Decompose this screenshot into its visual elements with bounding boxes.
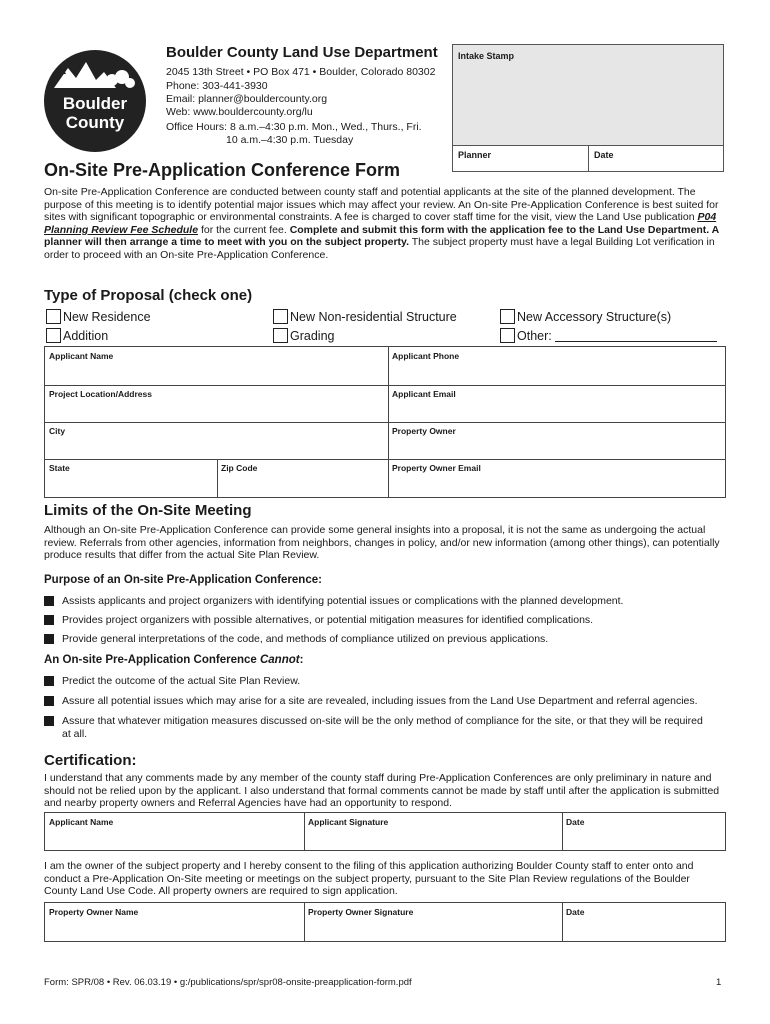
checkbox-new-accessory[interactable]: New Accessory Structure(s) xyxy=(500,309,671,324)
page-number: 1 xyxy=(716,977,722,988)
zip-code-field[interactable]: Zip Code xyxy=(221,463,258,473)
phone: Phone: 303-441-3930 xyxy=(166,80,268,92)
owner-name-field[interactable]: Property Owner Name xyxy=(49,907,139,917)
department-title: Boulder County Land Use Department xyxy=(166,44,438,61)
applicant-signature-grid xyxy=(44,812,726,851)
office-hours: Office Hours: 8 a.m.–4:30 p.m. Mon., Wed., Thurs., Fri. xyxy=(166,121,422,133)
applicant-info-grid xyxy=(44,346,726,498)
purpose-item: Provide general interpretations of the code, and methods of compliance utilized on previous applications. xyxy=(44,633,726,646)
property-owner-email-field[interactable]: Property Owner Email xyxy=(392,463,481,473)
intake-stamp-label: Intake Stamp xyxy=(458,51,515,61)
applicant-signature-field[interactable]: Applicant Signature xyxy=(308,817,389,827)
square-bullet-icon xyxy=(44,676,54,686)
square-bullet-icon xyxy=(44,615,54,625)
checkbox[interactable] xyxy=(273,309,288,324)
checkbox[interactable] xyxy=(500,328,515,343)
address: 2045 13th Street • PO Box 471 • Boulder, Colorado 80302 xyxy=(166,66,436,78)
project-location-field[interactable]: Project Location/Address xyxy=(49,389,152,399)
checkbox-other[interactable]: Other: xyxy=(500,328,717,343)
state-field[interactable]: State xyxy=(49,463,70,473)
owner-signature-grid xyxy=(44,902,726,942)
cannot-item: Assure that whatever mitigation measures discussed on-site will be the only method of compliance for the site, or that they will be required at all. xyxy=(44,715,708,740)
property-owner-field[interactable]: Property Owner xyxy=(392,426,456,436)
office-hours-tuesday: 10 a.m.–4:30 p.m. Tuesday xyxy=(226,134,354,146)
applicant-email-field[interactable]: Applicant Email xyxy=(392,389,456,399)
footer-form-id: Form: SPR/08 • Rev. 06.03.19 • g:/publications/spr/spr08-onsite-preapplication-form.pdf xyxy=(44,977,412,988)
proposal-section-title: Type of Proposal (check one) xyxy=(44,287,253,304)
logo-line-1: Boulder xyxy=(62,94,128,113)
certification-paragraph: I understand that any comments made by any member of the county staff during Pre-Application Conferences are only preliminary in nature and should not be relied upon by the applicant. I also understand that formal comments cannot be made by staff until after the application is submitted and nearby property owners and Referral Agencies have had an opportunity to respond. xyxy=(44,772,720,810)
email: Email: planner@bouldercounty.org xyxy=(166,93,328,105)
planner-label: Planner xyxy=(458,150,492,160)
applicant-name-field[interactable]: Applicant Name xyxy=(49,351,114,361)
square-bullet-icon xyxy=(44,696,54,706)
checkbox-new-nonresidential[interactable]: New Non-residential Structure xyxy=(273,309,457,324)
intro-paragraph: On-site Pre-Application Conference are conducted between county staff and potential applicants at the site of the planned development. The purpose of this meeting is to identify potential major issues which may affect your review. An On-site Pre-Application Conference is best suited for sites with significant topographic or environmental constraints. A fee is charged to cover staff time for the visit, view the Land Use publication P04 Planning Review Fee Schedule for the current fee. Complete and submit this form with the application fee to the Land Use Department. A planner will then arrange a time to meet with you on the subject property. The subject property must have a legal Building Lot verification in order to proceed with an On-site Pre-Application Conference. xyxy=(44,186,719,261)
owner-date-field[interactable]: Date xyxy=(566,907,585,917)
owner-consent-paragraph: I am the owner of the subject property and I hereby consent to the filing of this application authorizing Boulder County staff to enter onto and conduct a Pre-Application On-Site meeting or meetings on the subject property, pursuant to the Site Plan Review regulations of the Boulder County Land Use Code. All property owners are required to sign application. xyxy=(44,860,694,898)
fee-schedule-link[interactable]: P04 Planning Review Fee Schedule xyxy=(44,211,717,236)
limits-paragraph: Although an On-site Pre-Application Conference can provide some general insights into a proposal, it is not the same as undergoing the actual review. Referrals from other agencies, information from neighbors, changes in policy, and/or new information (among other things), can potentially produce results that differ from the actual Site Plan Review. xyxy=(44,524,720,562)
applicant-date-field[interactable]: Date xyxy=(566,817,585,827)
applicant-phone-field[interactable]: Applicant Phone xyxy=(392,351,460,361)
checkbox-addition[interactable]: Addition xyxy=(46,328,108,343)
checkbox-grading[interactable]: Grading xyxy=(273,328,334,343)
checkbox[interactable] xyxy=(46,328,61,343)
website: Web: www.bouldercounty.org/lu xyxy=(166,106,313,118)
checkbox[interactable] xyxy=(46,309,61,324)
cannot-title: An On-site Pre-Application Conference Cannot: xyxy=(44,654,304,666)
cannot-item: Assure all potential issues which may arise for a site are revealed, including issues from the Land Use Department and referral agencies. xyxy=(44,695,726,708)
checkbox[interactable] xyxy=(273,328,288,343)
cert-applicant-name-field[interactable]: Applicant Name xyxy=(49,817,114,827)
form-title: On-Site Pre-Application Conference Form xyxy=(44,160,401,180)
planner-date-divider xyxy=(588,146,589,172)
purpose-item: Provides project organizers with possible alternatives, or potential mitigation measures for identified complications. xyxy=(44,614,726,627)
checkbox-new-residence[interactable]: New Residence xyxy=(46,309,151,324)
logo-line-2: County xyxy=(65,113,125,132)
certification-title: Certification: xyxy=(44,752,137,769)
owner-signature-field[interactable]: Property Owner Signature xyxy=(308,907,414,917)
other-input-line[interactable] xyxy=(555,329,717,342)
purpose-item: Assists applicants and project organizers with identifying potential issues or complications with the planned development. xyxy=(44,595,726,608)
date-label: Date xyxy=(594,150,614,160)
square-bullet-icon xyxy=(44,596,54,606)
cannot-item: Predict the outcome of the actual Site Plan Review. xyxy=(44,675,726,688)
city-field[interactable]: City xyxy=(49,426,66,436)
square-bullet-icon xyxy=(44,716,54,726)
checkbox[interactable] xyxy=(500,309,515,324)
purpose-title: Purpose of an On-site Pre-Application Conference: xyxy=(44,574,322,586)
square-bullet-icon xyxy=(44,634,54,644)
county-logo xyxy=(44,50,146,152)
limits-section-title: Limits of the On-Site Meeting xyxy=(44,502,252,519)
